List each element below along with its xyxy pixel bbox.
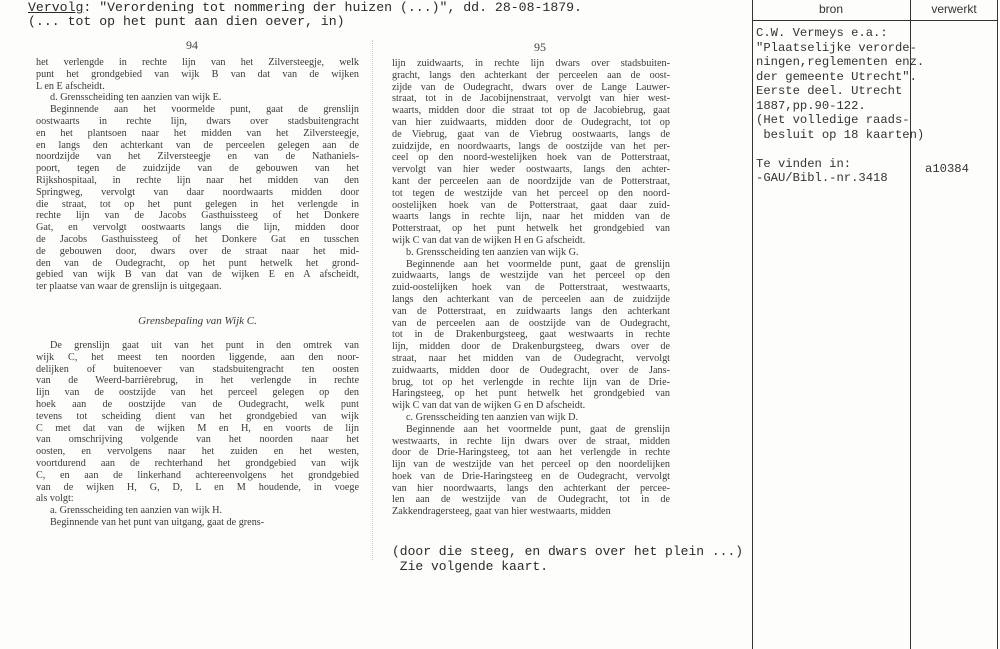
document-header [28, 1, 582, 29]
text-line: wijk C van dat van de wijken H en G afscheidt. [392, 234, 586, 246]
text-line: Gat, en vervolgt oostwaarts langs die lijn, midden door [36, 222, 359, 234]
text-line: waarts, midden door die straat tot op de Jacobiebrug, gaat [392, 105, 670, 117]
text-line: van de wijken H, G, D, L en M houdende, in voege [36, 481, 359, 493]
text-line: Springweg, vervolgt van daar noordwaarts midden door [36, 186, 359, 198]
bron-line: "Plaatselijke verorde- [756, 40, 917, 55]
text-line: door de Drie-Haringsteeg, tot aan het verlengde in rechte [392, 447, 670, 459]
text-line: punt het grondgebied van wijk B van dat van de wijken [36, 68, 359, 80]
text-line: Beginnende aan het voormelde punt, gaat de grenslijn [406, 423, 670, 435]
text-line: die straat, tot op het punt gelegen in het verlengde in [36, 198, 359, 210]
text-line: gracht, langs den achterkant der perceelen aan de oost- [392, 69, 670, 81]
text-line: hoek van de Drie-Haringsteeg en de Oudegracht, vervolgt [392, 470, 670, 482]
text-line: en langs den achterkant van de perceelen gelegen aan de [36, 139, 359, 151]
text-line: van hier zuidwaarts, midden door de Oudegracht, tot op [392, 116, 670, 128]
text-line: straat, tot in de Jacobijnenstraat, vervolgt van hier west- [392, 93, 670, 105]
bron-line: C.W. Vermeys e.a.: [756, 26, 888, 40]
text-line: lijn, midden door de Drakenburgsteeg, dwars over de [392, 341, 670, 353]
text-line: westwaarts, in rechte lijn dwars over de straat, midden [392, 435, 670, 447]
text-line: het verlengde in rechte lijn van het Zilversteegje, welk [36, 57, 359, 68]
text-line: brug, tot op het verlengde in rechte lijn van de Drie- [392, 376, 670, 388]
text-line: zuidwaarts, midden door de Oudegracht, over de Jans- [392, 364, 670, 376]
text-line: waarts langs in rechte lijn, naar het midden van de [392, 211, 670, 223]
text-line: de gebouwen door, dwars over de straat naar het mid- [36, 245, 359, 257]
bron-line [756, 142, 924, 157]
text-line: van hier noordwaarts, langs den achterkant der percee- [392, 482, 670, 494]
typed-continuation-note [392, 544, 743, 574]
bron-line: ningen,reglementen enz. [756, 55, 925, 69]
bron-line: -GAU/Bibl.-nr.3418 [756, 171, 888, 185]
text-line: van de perceelen aan de oostzijde van de Oudegracht, [392, 317, 670, 329]
column-header-bron: bron [818, 2, 844, 16]
header-title: : "Verordening tot nommering der huizen (...)", dd. 28-08-1879. [83, 0, 582, 15]
text-line: straat, naar het midden van de Oudegracht, vervolgt [392, 352, 670, 364]
text-line: zuidzijde, en noordwaarts, langs de oostzijde van het per- [392, 140, 670, 152]
text-line: lijn van de westzijde van het perceel op den noordelijken [392, 459, 670, 471]
text-line: lijn zuidwaarts, in rechte lijn dwars over stadsbuiten- [392, 58, 670, 69]
card-divider-left [752, 0, 753, 649]
text-line: Potterstraat, op het punt hetwelk het grondgebied van [392, 223, 670, 235]
text-line: tot tegen de westzijde van het perceel op den noord- [392, 187, 670, 199]
text-line: rechte lijn van de Jacobs Gasthuissteeg of het Donkere [36, 210, 359, 222]
text-line: de Jacobs Gasthuissteeg of het Donkere Gat en tusschen [36, 233, 359, 245]
text-line: d. Grensscheiding ten aanzien van wijk E. [50, 92, 222, 104]
right-page-text [392, 58, 670, 518]
text-line: den van de Oudegracht, op het punt hetwelk het grond- [36, 257, 359, 269]
text-line: a. Grensscheiding ten aanzien van wijk H. [50, 505, 222, 517]
text-line: van omschrijving volgende van het noorden naar het [36, 434, 359, 446]
header-line-2: (... tot op het punt aan dien oever, in) [28, 14, 345, 29]
see-next-card: Zie volgende kaart. [392, 559, 549, 574]
text-line: en het plantsoen naar het midden van het Zilversteegje, [36, 127, 359, 139]
text-line: Zakkendragersteeg, gaat van hier westwaarts, midden [392, 506, 611, 518]
text-line: wijk C, het meest ten noorden liggende, aan den noor- [36, 351, 359, 363]
page-number-left: 94 [186, 38, 198, 52]
bron-line: Te vinden in: [756, 156, 852, 171]
text-line: C met dat van de wijken M en H, en voorts de lijn [36, 422, 359, 434]
bron-line: (Het volledige raads- [756, 113, 910, 127]
verwerkt-cell: a10384 [925, 162, 969, 176]
continuation-line: (door die steeg, en dwars over het plein ...) [392, 544, 744, 559]
text-line: tot in de Drakenburgsteeg, gaat westwaarts in rechte [392, 329, 670, 341]
text-line: voortdurend aan de rechterhand het grondgebied van wijk [36, 457, 359, 469]
bron-cell [756, 26, 924, 186]
text-line: als volgt: [36, 493, 74, 505]
text-line: tevens tot scheiding dient van het grondgebied van wijk [36, 410, 359, 422]
text-line: noordzijde van het Zilversteegje en van de Nathaniels- [36, 151, 359, 163]
text-line: Haringsteeg, op het punt hetwelk het grondgebied van [392, 388, 670, 400]
card-header-rule [752, 20, 998, 21]
bron-line: Eerste deel. Utrecht [756, 84, 903, 98]
left-page-text-top [36, 57, 359, 293]
left-page-text-bottom [36, 340, 359, 529]
text-line: zijde van de Oudegracht, dwars over de Lange Lauwer- [392, 81, 670, 93]
text-line: oostelijken hoek van de Potterstraat, gaat daar zuid- [392, 199, 670, 211]
text-line: lijn van de oostzijde van het perceel gelegen op den [36, 387, 359, 399]
text-line: langs den achterkant van de perceelen aan de zuidzijde [392, 293, 670, 305]
text-line: len aan de westzijde van de Oudegracht, tot in de [392, 494, 670, 506]
column-header-verwerkt: verwerkt [931, 2, 977, 16]
text-line: van de Potterstraat, en zuidwaarts langs den achterkant [392, 305, 670, 317]
text-line: De grenslijn gaat uit van het punt in den omtrek van [50, 340, 359, 351]
header-label: Vervolg [28, 0, 84, 15]
bron-line: besluit op 18 kaarten) [756, 127, 925, 142]
text-line: c. Grensscheiding ten aanzien van wijk D. [406, 411, 578, 423]
text-line: oostwaarts in rechte lijn, dwars over stadsbuitengracht [36, 115, 359, 127]
text-line: ceel op den noord-westelijken hoek van de Potterstraat, [392, 152, 670, 164]
text-line: delijken of buitenoever van stadsbuitengracht ten oosten [36, 363, 359, 375]
text-line: gebied van wijk B van dat van de wijken E en A afscheidt, [36, 269, 359, 281]
text-line: oosten, en vervolgens naar het zuiden en het westen, [36, 446, 359, 458]
text-line: b. Grensscheiding ten aanzien van wijk G. [406, 246, 579, 258]
text-line: L en E afscheidt. [36, 80, 105, 92]
text-line: vervolgt van hier weder oostwaarts, langs den achter- [392, 164, 670, 176]
text-line: poort, tegen de zuidzijde van de gebouwen van het [36, 163, 359, 175]
text-line: hoek aan de oostzijde van de Oudegracht, welk punt [36, 398, 359, 410]
bron-line: der gemeente Utrecht". [756, 69, 917, 84]
text-line: de Viebrug, gaat van de Viebrug oostwaarts, langs de [392, 128, 670, 140]
text-line: Beginnende aan het voormelde punt, gaat de grenslijn [50, 104, 359, 116]
text-line: Rijkshospitaal, in rechte lijn naar het midden van den [36, 174, 359, 186]
text-line: zuid-oostelijken hoek van de Potterstraat, westwaarts, [392, 282, 670, 294]
text-line: C, en aan de linkerhand achtereenvolgens het grondgebied [36, 469, 359, 481]
text-line: ter plaatse van waar de grenslijn is uitgegaan. [36, 281, 222, 293]
text-line: Beginnende van het punt van uitgang, gaat de grens- [50, 516, 265, 528]
page-gutter [372, 40, 373, 560]
bron-line: 1887,pp.90-122. [756, 98, 866, 113]
header-line-1 [28, 1, 582, 15]
section-heading: Grensbepaling van Wijk C. [138, 315, 257, 327]
page-number-right: 95 [534, 40, 546, 54]
text-line: zuidwaarts, langs de westzijde van het perceel op den [392, 270, 670, 282]
text-line: wijk C van dat van de wijken G en D afscheidt. [392, 400, 586, 412]
text-line: kant der perceelen aan de noordzijde van de Potterstraat, [392, 175, 670, 187]
card-divider-right [997, 0, 998, 649]
text-line: van de Weerd-barrièrebrug, in het verlengde in rechte [36, 375, 359, 387]
text-line: Beginnende aan het voormelde punt, gaat de grenslijn [406, 258, 670, 270]
